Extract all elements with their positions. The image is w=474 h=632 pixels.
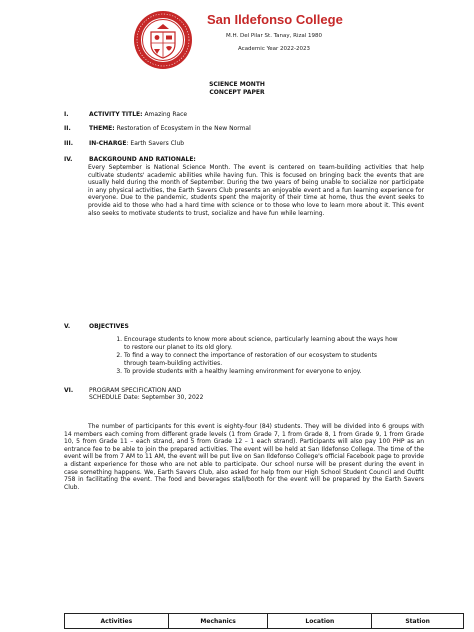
activity-title-label: ACTIVITY TITLE:: [89, 111, 143, 118]
theme-label: THEME:: [89, 125, 115, 132]
list-item: 1. Encourage students to know more about science, particularly learning about the ways how to restore our planet to its old glory.: [124, 336, 402, 351]
program-schedule: SCHEDULE Date: September 30, 2022: [89, 394, 204, 402]
objectives-list: [115, 336, 402, 377]
table-header-mechanics: Mechanics: [168, 614, 268, 629]
section-number: VI.: [64, 387, 74, 394]
list-item: 2. To find a way to connect the importance of restoration of our ecosystem to students through team-building activities.: [124, 352, 402, 367]
in-charge-label: IN-CHARGE: [89, 140, 127, 147]
table-header-activities: Activities: [65, 614, 169, 629]
theme-value: Restoration of Ecosystem in the New Normal: [116, 125, 251, 132]
program-label: PROGRAM SPECIFICATION AND: [89, 387, 182, 394]
document-title-line2: CONCEPT PAPER: [209, 89, 265, 96]
college-seal-icon: [133, 10, 193, 70]
objectives-label: OBJECTIVES: [89, 323, 129, 330]
list-item: 3. To provide students with a healthy learning environment for everyone to enjoy.: [124, 368, 402, 376]
activity-title-value: Amazing Race: [144, 111, 188, 118]
section-theme: [64, 125, 424, 132]
background-paragraph: Every September is National Science Month. The event is centered on team-building activities that help cultivate students' academic abilities while having fun. This is focused on bringing back the events that are usually held during the month of September. During the two years of being unable to socialize nor participate in any physical activities, the Earth Savers Club presents an enjoyable event and a fun learning experience for everyone. Due to the pandemic, students spent the majority of their time at home, thus the event seeks to provide aid to those who had a hard time with science or to those who love to learn more about it. This event also seeks to motivate students to trust, socialize and have fun while learning.: [88, 164, 424, 217]
section-number: II.: [64, 125, 71, 132]
section-number: I.: [64, 111, 69, 118]
table-header-row: [65, 614, 464, 629]
section-program: [64, 387, 424, 402]
document-title-line1: SCIENCE MONTH: [209, 81, 265, 88]
academic-year: Academic Year 2022-2023: [238, 46, 310, 52]
program-table: [64, 613, 464, 629]
table-header-station: Station: [372, 614, 464, 629]
college-address: M.H. Del Pilar St. Tanay, Rizal 1980: [226, 33, 323, 39]
section-objectives: [64, 323, 424, 330]
college-name: San Ildefonso College: [207, 12, 343, 27]
section-number: IV.: [64, 156, 73, 163]
section-in-charge: [64, 140, 424, 147]
table-header-location: Location: [268, 614, 372, 629]
section-background: [64, 156, 424, 163]
program-paragraph: The number of participants for this event is eighty-four (84) students. They will be divided into 6 groups with 14 members each coming from different grade levels (1 from Grade 7, 1 from Grade 8, 1 from Grade 9, 1 from Grade 10, 5 from Grade 11 – each strand, and 5 from Grade 12 – 1 each strand). Participants will also pay 100 PHP as an entrance fee to be able to join the prepared activities. The event will be held at San Ildefonso College. The time of the event will be from 7 AM to 11 AM, the event will be put live on San Ildefonso College's official Facebook page to provide a distant experience for those who are not able to participate. Our school nurse will be present during the event in case something happens. We, Earth Savers Club, also asked for help from our High School Student Council and Outfit 758 in facilitating the event. The food and beverages stall/booth for the event will be prepared by the Earth Savers Club.: [64, 423, 424, 491]
section-activity-title: [64, 111, 424, 118]
section-number: V.: [64, 323, 71, 330]
in-charge-value: : Earth Savers Club: [126, 140, 185, 147]
section-number: III.: [64, 140, 73, 147]
background-label: BACKGROUND AND RATIONALE:: [89, 156, 196, 163]
